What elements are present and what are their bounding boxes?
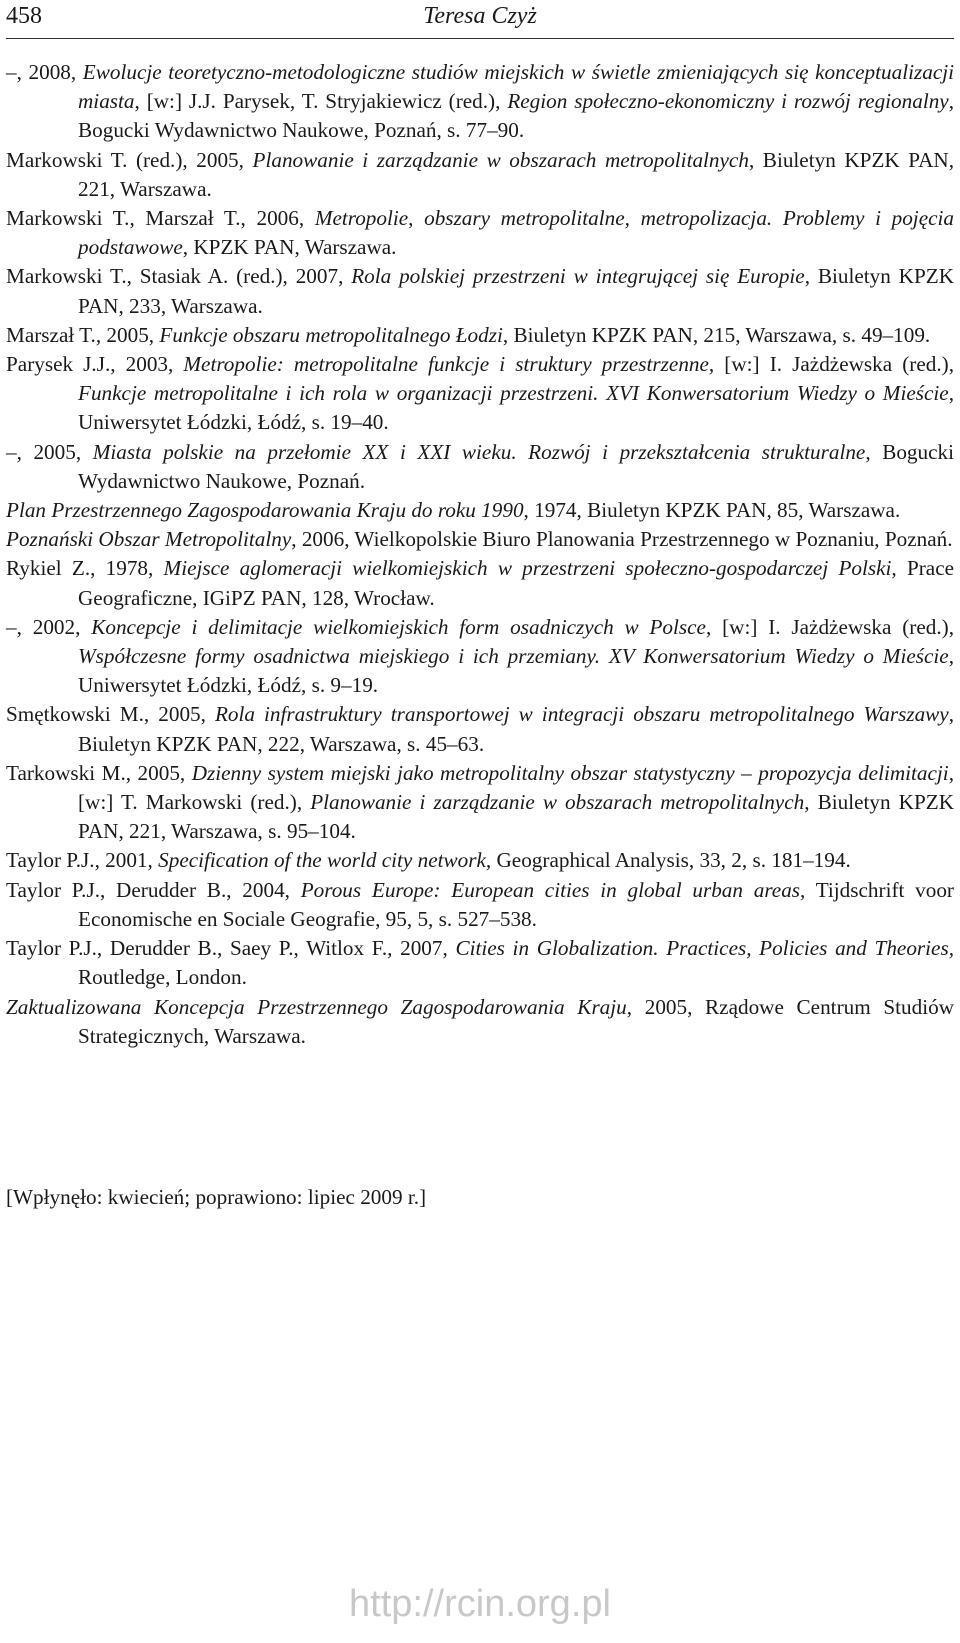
reference-text: , Biuletyn KPZK PAN, 215, Warszawa, s. 49–109. bbox=[502, 322, 931, 347]
reference-entry bbox=[6, 846, 954, 875]
page-number: 458 bbox=[6, 3, 42, 29]
reference-text: , Biuletyn KPZK PAN, 221, Warszawa. bbox=[78, 147, 954, 201]
reference-entry bbox=[6, 321, 954, 350]
reference-text: , [w:] I. Jażdżewska (red.), bbox=[705, 614, 954, 639]
reference-text: –, 2005, bbox=[6, 439, 93, 464]
reference-entry bbox=[6, 700, 954, 758]
reference-title: Rola infrastruktury transportowej w integracji obszaru metropolitalnego Warszawy bbox=[214, 702, 949, 727]
reference-title: Ewolucje teoretyczno-metodologiczne studiów miejskich w świetle zmieniających się konceptualizacji miasta bbox=[78, 60, 954, 114]
reference-text: , 1974, Biuletyn KPZK PAN, 85, Warszawa. bbox=[523, 498, 901, 523]
reference-text: , Biuletyn KPZK PAN, 222, Warszawa, s. 45–63. bbox=[78, 702, 954, 756]
reference-text: , [w:] T. Markowski (red.), bbox=[78, 760, 954, 815]
reference-text: Geographical Analysis, 33, 2, s. 181–194. bbox=[491, 848, 851, 873]
reference-text: Marszał T., 2005, bbox=[6, 322, 160, 347]
reference-title: Cities in Globalization. Practices, Policies and Theories, bbox=[455, 936, 954, 961]
reference-entry bbox=[6, 438, 954, 496]
reference-entry bbox=[6, 262, 954, 320]
reference-text: , KPZK PAN, Warszawa. bbox=[182, 235, 397, 260]
reference-entry bbox=[6, 759, 954, 847]
reference-entry bbox=[6, 554, 954, 612]
reference-list bbox=[6, 58, 954, 1051]
reference-title: Planowanie i zarządzanie w obszarach metropolitalnych bbox=[310, 790, 805, 815]
reference-text: Markowski T., Stasiak A. (red.), 2007, bbox=[6, 264, 352, 289]
reference-title: Rola polskiej przestrzeni w integrującej się Europie bbox=[351, 264, 805, 289]
reference-text: Tijdschrift voor Economische en Sociale Geografie, 95, 5, s. 527–538. bbox=[78, 877, 954, 931]
reference-title: Funkcje metropolitalne i ich rola w organizacji przestrzeni. XVI Konwersatorium Wiedzy o Mieście bbox=[78, 381, 949, 406]
running-head: Teresa Czyż bbox=[423, 3, 537, 29]
reference-text: , Uniwersytet Łódzki, Łódź, s. 9–19. bbox=[78, 644, 954, 698]
reference-entry bbox=[6, 613, 954, 701]
reference-text: –, 2002, bbox=[6, 614, 92, 639]
watermark-url: http://rcin.org.pl bbox=[349, 1583, 611, 1625]
reference-text: Rykiel Z., 1978, bbox=[6, 556, 164, 581]
reference-text: Markowski T., Marszał T., 2006, bbox=[6, 206, 315, 231]
reference-title: Współczesne formy osadnictwa miejskiego i ich przemiany. XV Konwersatorium Wiedzy o Mieście bbox=[78, 644, 949, 669]
reference-title: Specification of the world city network, bbox=[158, 848, 492, 873]
reference-entry bbox=[6, 496, 954, 525]
reference-title: Miejsce aglomeracji wielkomiejskich w przestrzeni społeczno-gospodarczej Polski bbox=[163, 556, 892, 581]
reference-text: , [w:] J.J. Parysek, T. Stryjakiewicz (red.), bbox=[134, 89, 508, 114]
reference-text: Taylor P.J., 2001, bbox=[6, 848, 159, 873]
reference-entry bbox=[6, 876, 954, 934]
reference-entry bbox=[6, 993, 954, 1051]
reference-text: , Biuletyn KPZK PAN, 233, Warszawa. bbox=[78, 264, 955, 318]
reference-entry bbox=[6, 350, 954, 438]
reference-title: Metropolie, obszary metropolitalne, metropolizacja. Problemy i pojęcia podstawowe bbox=[78, 206, 954, 260]
reference-title: Plan Przestrzennego Zagospodarowania Kraju do roku 1990 bbox=[6, 498, 524, 523]
reference-text: Taylor P.J., Derudder B., 2004, bbox=[6, 877, 301, 902]
reference-title: Zaktualizowana Koncepcja Przestrzennego Zagospodarowania Kraju bbox=[6, 994, 627, 1019]
reference-text: –, 2008, bbox=[6, 60, 83, 84]
reference-title: Planowanie i zarządzanie w obszarach metropolitalnych bbox=[252, 147, 749, 172]
reference-entry bbox=[6, 58, 954, 146]
reference-entry bbox=[6, 204, 954, 262]
reference-text: , [w:] I. Jażdżewska (red.), bbox=[708, 352, 954, 377]
reference-title: Poznański Obszar Metropolitalny bbox=[6, 527, 292, 552]
submission-note: [Wpłynęło: kwiecień; poprawiono: lipiec 2009 r.] bbox=[6, 1185, 427, 1209]
reference-title: Miasta polskie na przełomie XX i XXI wieku. Rozwój i przekształcenia strukturalne bbox=[92, 439, 866, 464]
reference-title: Porous Europe: European cities in global urban areas, bbox=[300, 877, 806, 902]
reference-title: Dzienny system miejski jako metropolitalny obszar statystyczny – propozycja delimitacji bbox=[191, 760, 949, 785]
reference-text: Routledge, London. bbox=[78, 965, 247, 990]
reference-text: , Bogucki Wydawnictwo Naukowe, Poznań. bbox=[78, 439, 954, 493]
reference-text: Tarkowski M., 2005, bbox=[6, 760, 192, 785]
page-header bbox=[6, 0, 954, 39]
reference-title: Koncepcje i delimitacje wielkomiejskich form osadniczych w Polsce bbox=[91, 614, 706, 639]
reference-entry bbox=[6, 525, 954, 554]
reference-text: Parysek J.J., 2003, bbox=[6, 352, 184, 377]
reference-text: Smętkowski M., 2005, bbox=[6, 702, 215, 727]
reference-text: , 2005, Rządowe Centrum Studiów Strategicznych, Warszawa. bbox=[78, 994, 954, 1048]
reference-title: Region społeczno-ekonomiczny i rozwój regionalny bbox=[507, 89, 949, 114]
reference-entry bbox=[6, 934, 954, 992]
reference-entry bbox=[6, 146, 954, 204]
reference-text: , Prace Geograficzne, IGiPZ PAN, 128, Wrocław. bbox=[78, 556, 954, 610]
reference-text: , Bogucki Wydawnictwo Naukowe, Poznań, s. 77–90. bbox=[78, 89, 955, 143]
reference-text: Taylor P.J., Derudder B., Saey P., Witlox F., 2007, bbox=[6, 936, 456, 961]
reference-text: , 2006, Wielkopolskie Biuro Planowania Przestrzennego w Poznaniu, Poznań. bbox=[291, 527, 953, 552]
reference-title: Funkcje obszaru metropolitalnego Łodzi bbox=[159, 322, 503, 347]
reference-text: , Biuletyn KPZK PAN, 221, Warszawa, s. 95–104. bbox=[78, 790, 954, 844]
reference-title: Metropolie: metropolitalne funkcje i struktury przestrzenne bbox=[183, 352, 709, 377]
reference-text: , Uniwersytet Łódzki, Łódź, s. 19–40. bbox=[78, 381, 954, 435]
reference-text: Markowski T. (red.), 2005, bbox=[6, 147, 253, 172]
